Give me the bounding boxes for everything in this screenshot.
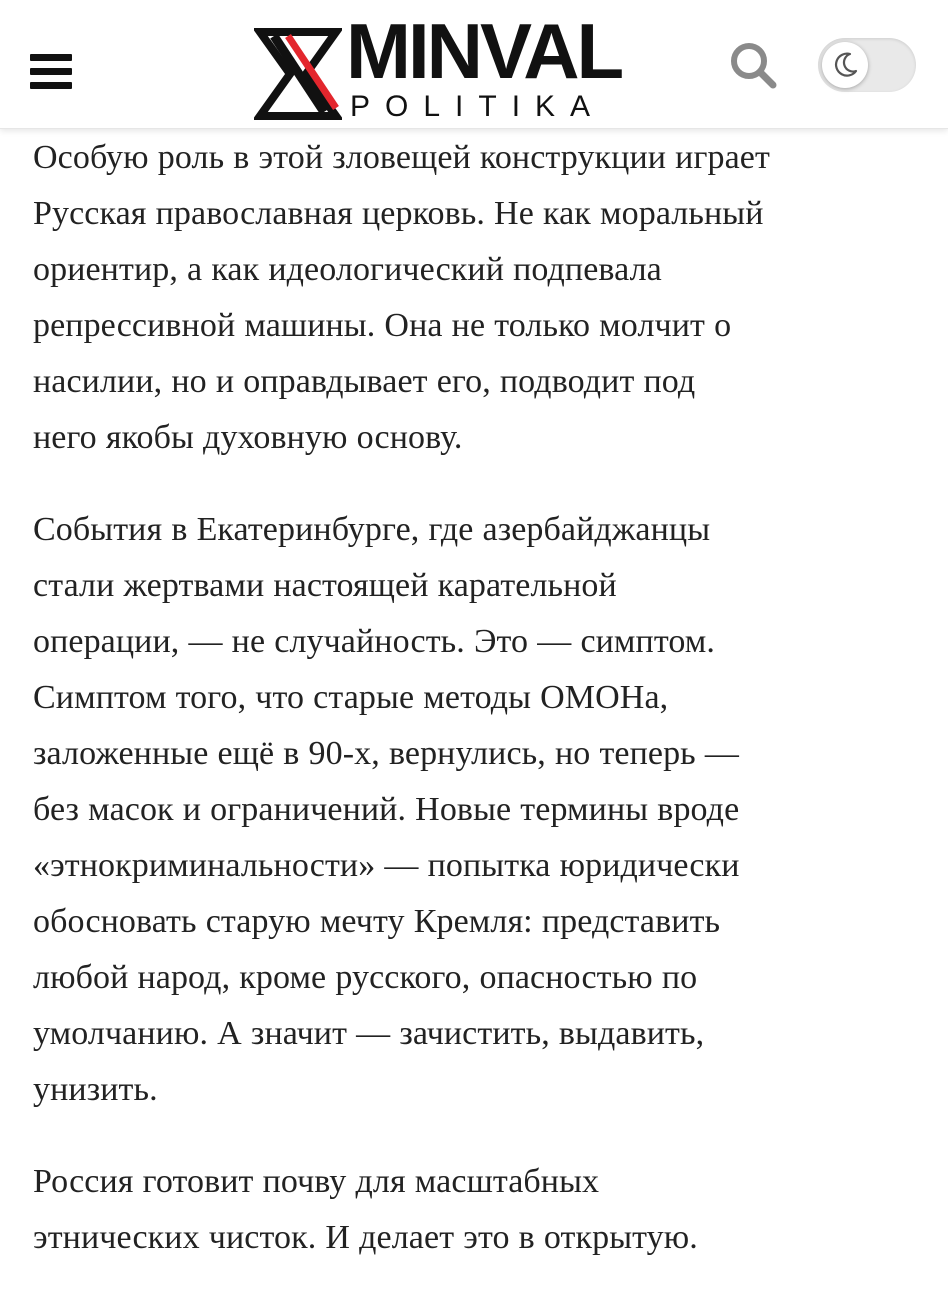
text-line: Россия готовит почву для масштабных <box>33 1163 600 1200</box>
logo-subtitle: POLITIKA <box>350 90 606 123</box>
site-header <box>0 0 948 129</box>
text-line: стали жертвами настоящей карательной <box>33 567 617 604</box>
article-paragraph <box>33 130 933 466</box>
search-button[interactable] <box>728 40 778 90</box>
text-line: насилии, но и оправдывает его, подводит под <box>33 363 696 400</box>
article-paragraph <box>33 502 933 1118</box>
text-line: События в Екатеринбурге, где азербайджанцы <box>33 511 711 548</box>
text-line: него якобы духовную основу. <box>33 419 463 456</box>
article-paragraph <box>33 1154 933 1266</box>
text-line: «этнокриминальности» — попытка юридически <box>33 847 740 884</box>
article-body <box>33 130 933 1302</box>
logo-mark-icon <box>254 26 342 122</box>
text-line: без масок и ограничений. Новые термины вроде <box>33 791 740 828</box>
text-line: операции, — не случайность. Это — симптом. <box>33 623 716 660</box>
text-line: умолчанию. А значит — зачистить, выдавить, <box>33 1015 705 1052</box>
toggle-knob <box>822 42 868 88</box>
dark-mode-toggle[interactable] <box>818 38 916 92</box>
text-line: заложенные ещё в 90-х, вернулись, но теперь — <box>33 735 739 772</box>
text-line: любой народ, кроме русского, опасностью по <box>33 959 698 996</box>
text-line: Симптом того, что старые методы ОМОНа, <box>33 679 669 716</box>
text-line: Особую роль в этой зловещей конструкции играет <box>33 139 770 176</box>
logo-title: MINVAL <box>346 7 622 95</box>
search-icon <box>728 40 778 90</box>
text-line: репрессивной машины. Она не только молчит о <box>33 307 732 344</box>
text-line: унизить. <box>33 1071 158 1108</box>
text-line: Русская православная церковь. Не как моральный <box>33 195 764 232</box>
moon-icon <box>831 51 859 79</box>
text-line: ориентир, а как идеологический подпевала <box>33 251 662 288</box>
text-line: этнических чисток. И делает это в открытую. <box>33 1219 698 1256</box>
hamburger-menu-icon[interactable] <box>30 54 74 92</box>
site-logo[interactable] <box>254 8 620 122</box>
text-line: обосновать старую мечту Кремля: представить <box>33 903 721 940</box>
